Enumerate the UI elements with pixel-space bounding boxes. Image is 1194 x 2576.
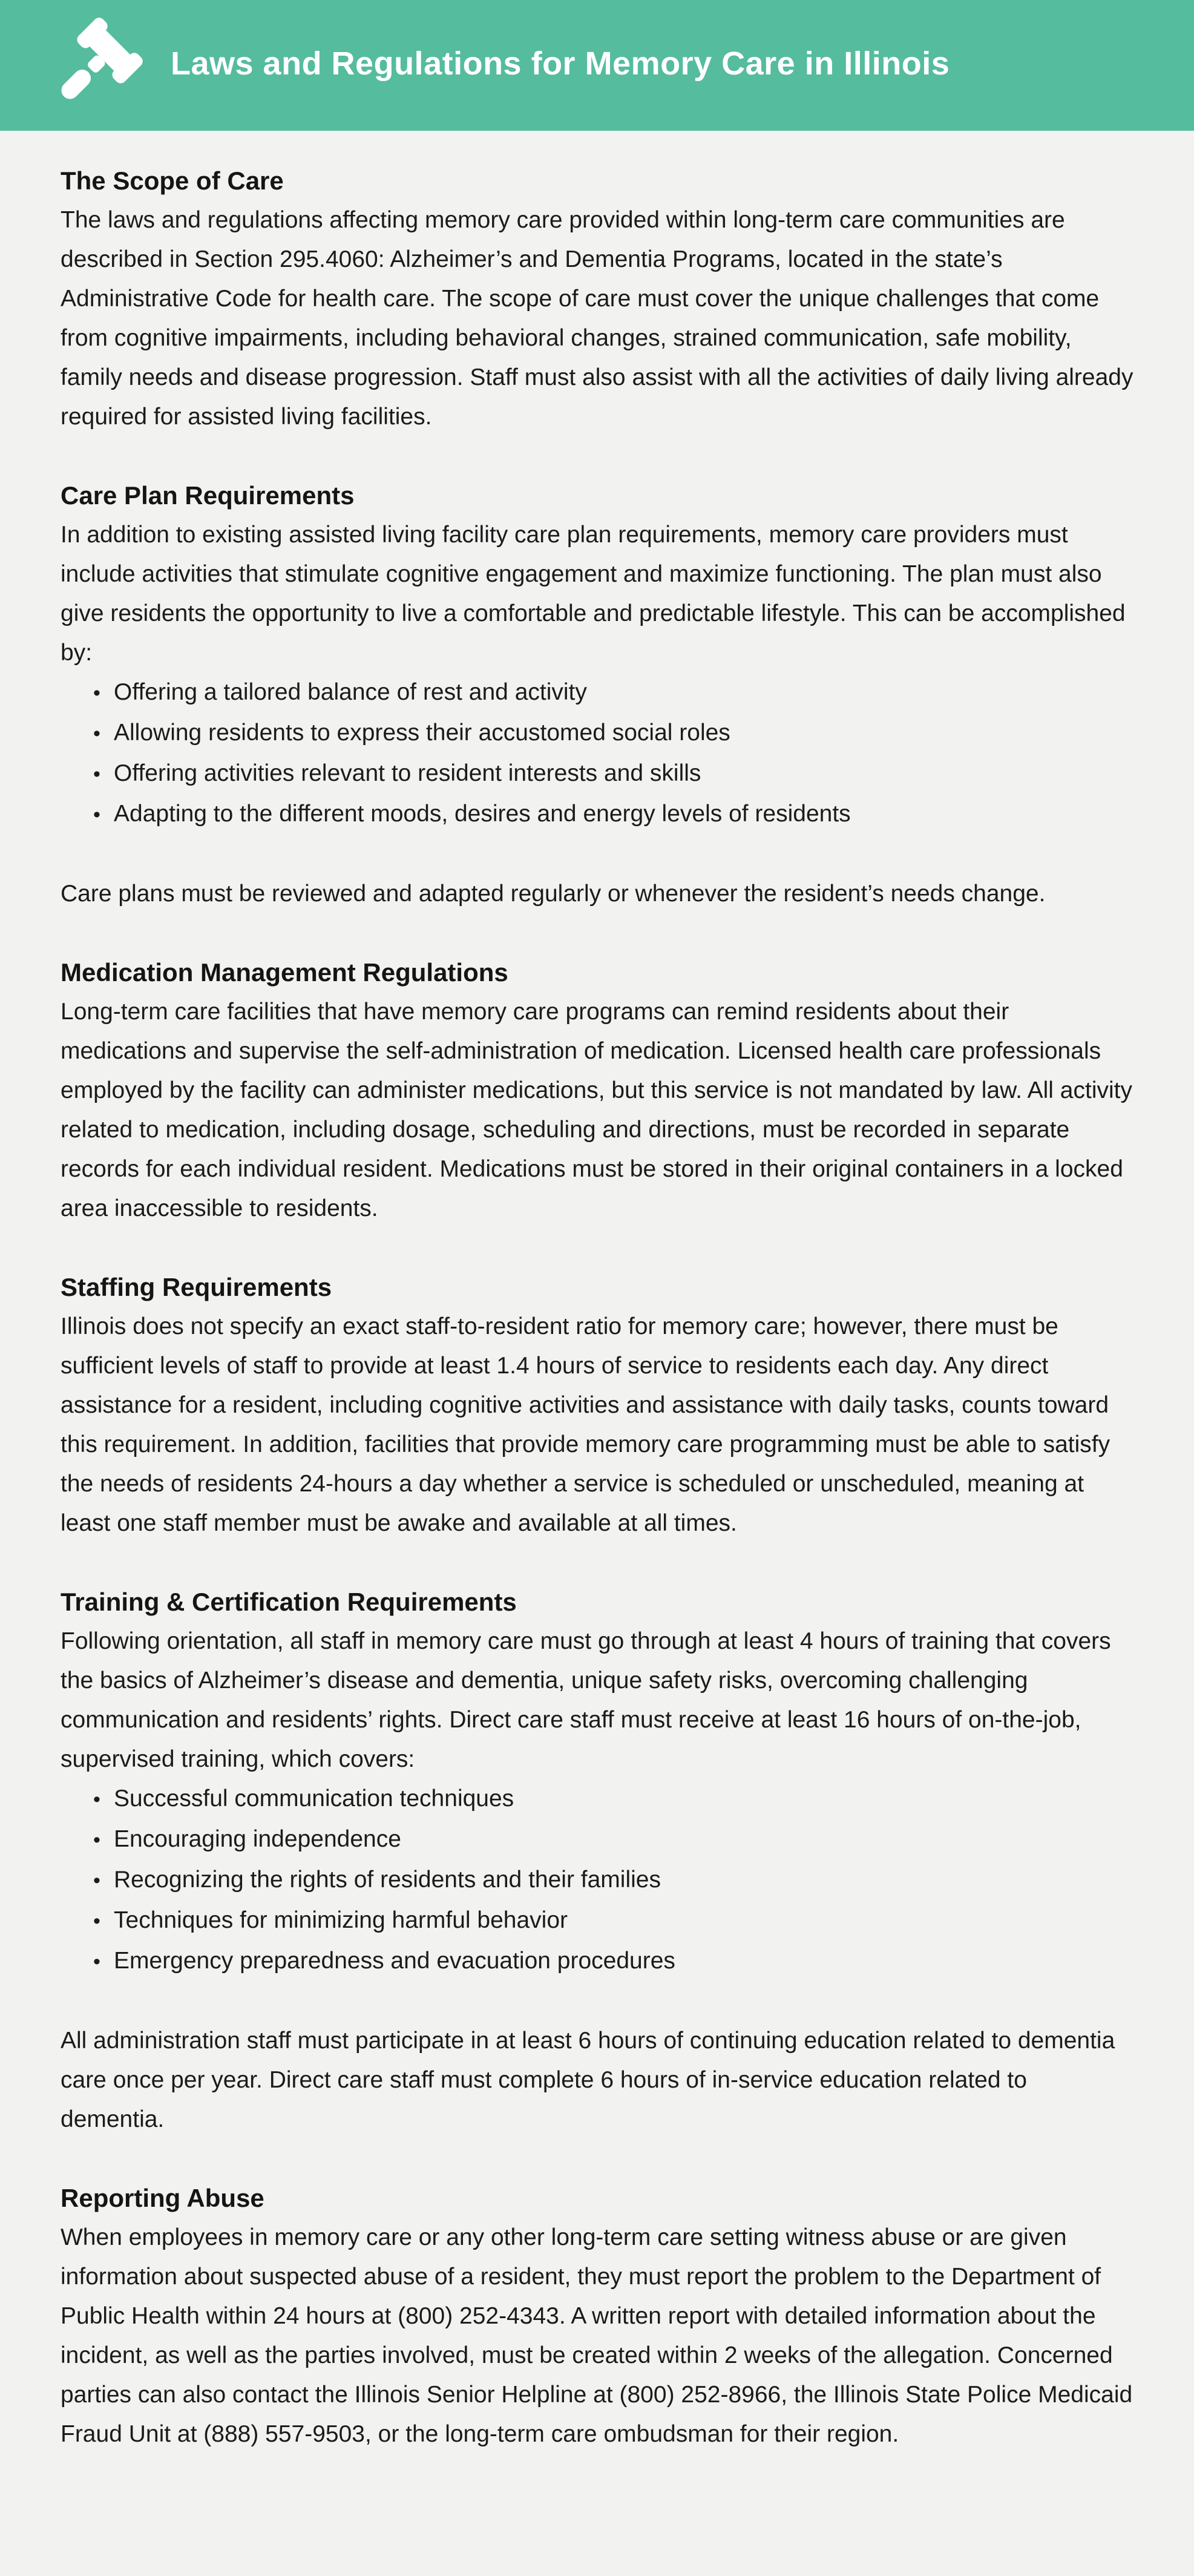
bullet-item: • Emergency preparedness and evacuation procedures (93, 1941, 1133, 1982)
paragraph: In addition to existing assisted living facility care plan requirements, memory care providers must include activities that stimulate cognitive engagement and maximize functioning. The plan must also give residents the opportunity to live a comfortable and predictable lifestyle. This can be accomplished by: (61, 522, 1126, 666)
bullet-item: • Successful communication techniques (93, 1779, 1133, 1819)
paragraph: Care plans must be reviewed and adapted regularly or whenever the resident’s needs change. (61, 881, 1046, 907)
paragraph: Long-term care facilities that have memory care programs can remind residents about their medications and supervise the self-administration of medication. Licensed health care professionals employed by the facility can administer medications, but this service is not mandated by law. All activity related to medication, including dosage, scheduling and directions, must be recorded in separate records for each individual resident. Medications must be stored in their original containers in a locked area inaccessible to residents. (61, 999, 1132, 1221)
bullet-item: • Allowing residents to express their accustomed social roles (93, 713, 1133, 754)
paragraph: The laws and regulations affecting memory care provided within long-term care communities are described in Section 295.4060: Alzheimer’s and Dementia Programs, located in the state’s Administrative Code for health care. The scope of care must cover the unique challenges that come from cognitive impairments, including behavioral changes, strained communication, safe mobility, family needs and disease progression. Staff must also assist with all the activities of daily living already required for assisted living facilities. (61, 207, 1133, 430)
paragraph: Following orientation, all staff in memory care must go through at least 4 hours of training that covers the basics of Alzheimer’s disease and dementia, unique safety risks, overcoming challenging communication and residents’ rights. Direct care staff must receive at least 16 hours of on-the-job, supervised training, which covers: (61, 1628, 1111, 1772)
page-header (0, 0, 1194, 131)
section (61, 161, 1133, 436)
bullet-item: • Encouraging independence (93, 1819, 1133, 1860)
content (0, 131, 1194, 2454)
section-heading: Training & Certification Requirements (61, 1588, 517, 1616)
bullet-item: • Offering a tailored balance of rest and activity (93, 672, 1133, 713)
section-heading: Care Plan Requirements (61, 481, 355, 510)
bullet-item: • Techniques for minimizing harmful behavior (93, 1901, 1133, 1941)
section-heading: The Scope of Care (61, 166, 284, 195)
paragraph: Illinois does not specify an exact staff-to-resident ratio for memory care; however, there must be sufficient levels of staff to provide at least 1.4 hours of service to residents each day. Any direct assistance for a resident, including cognitive activities and assistance with daily tasks, counts toward this requirement. In addition, facilities that provide memory care programming must be able to satisfy the needs of residents 24-hours a day whether a service is scheduled or unscheduled, meaning at least one staff member must be awake and available at all times. (61, 1313, 1110, 1536)
paragraph: When employees in memory care or any other long-term care setting witness abuse or are given information about suspected abuse of a resident, they must report the problem to the Department of Public Health within 24 hours at (800) 252-4343. A written report with detailed information about the incident, as well as the parties involved, must be created within 2 weeks of the allegation. Concerned parties can also contact the Illinois Senior Helpline at (800) 252-8966, the Illinois State Police Medicaid Fraud Unit at (888) 557-9503, or the long-term care ombudsman for their region. (61, 2224, 1133, 2447)
paragraph: All administration staff must participate in at least 6 hours of continuing education related to dementia care once per year. Direct care staff must complete 6 hours of in-service education related to dementia. (61, 2028, 1115, 2132)
section (61, 2178, 1133, 2454)
bullet-list (61, 1779, 1133, 1982)
section (61, 1267, 1133, 1543)
section (61, 1582, 1133, 2139)
section-heading: Reporting Abuse (61, 2184, 264, 2212)
section (61, 476, 1133, 913)
section-heading: Medication Management Regulations (61, 958, 508, 987)
bullet-list (61, 672, 1133, 835)
page-title: Laws and Regulations for Memory Care in Illinois (171, 45, 950, 82)
section (61, 953, 1133, 1228)
bullet-item: • Recognizing the rights of residents and their families (93, 1860, 1133, 1901)
gavel-icon (47, 18, 143, 113)
bullet-item: • Adapting to the different moods, desires and energy levels of residents (93, 794, 1133, 835)
section-heading: Staffing Requirements (61, 1273, 332, 1301)
bullet-item: • Offering activities relevant to resident interests and skills (93, 754, 1133, 794)
